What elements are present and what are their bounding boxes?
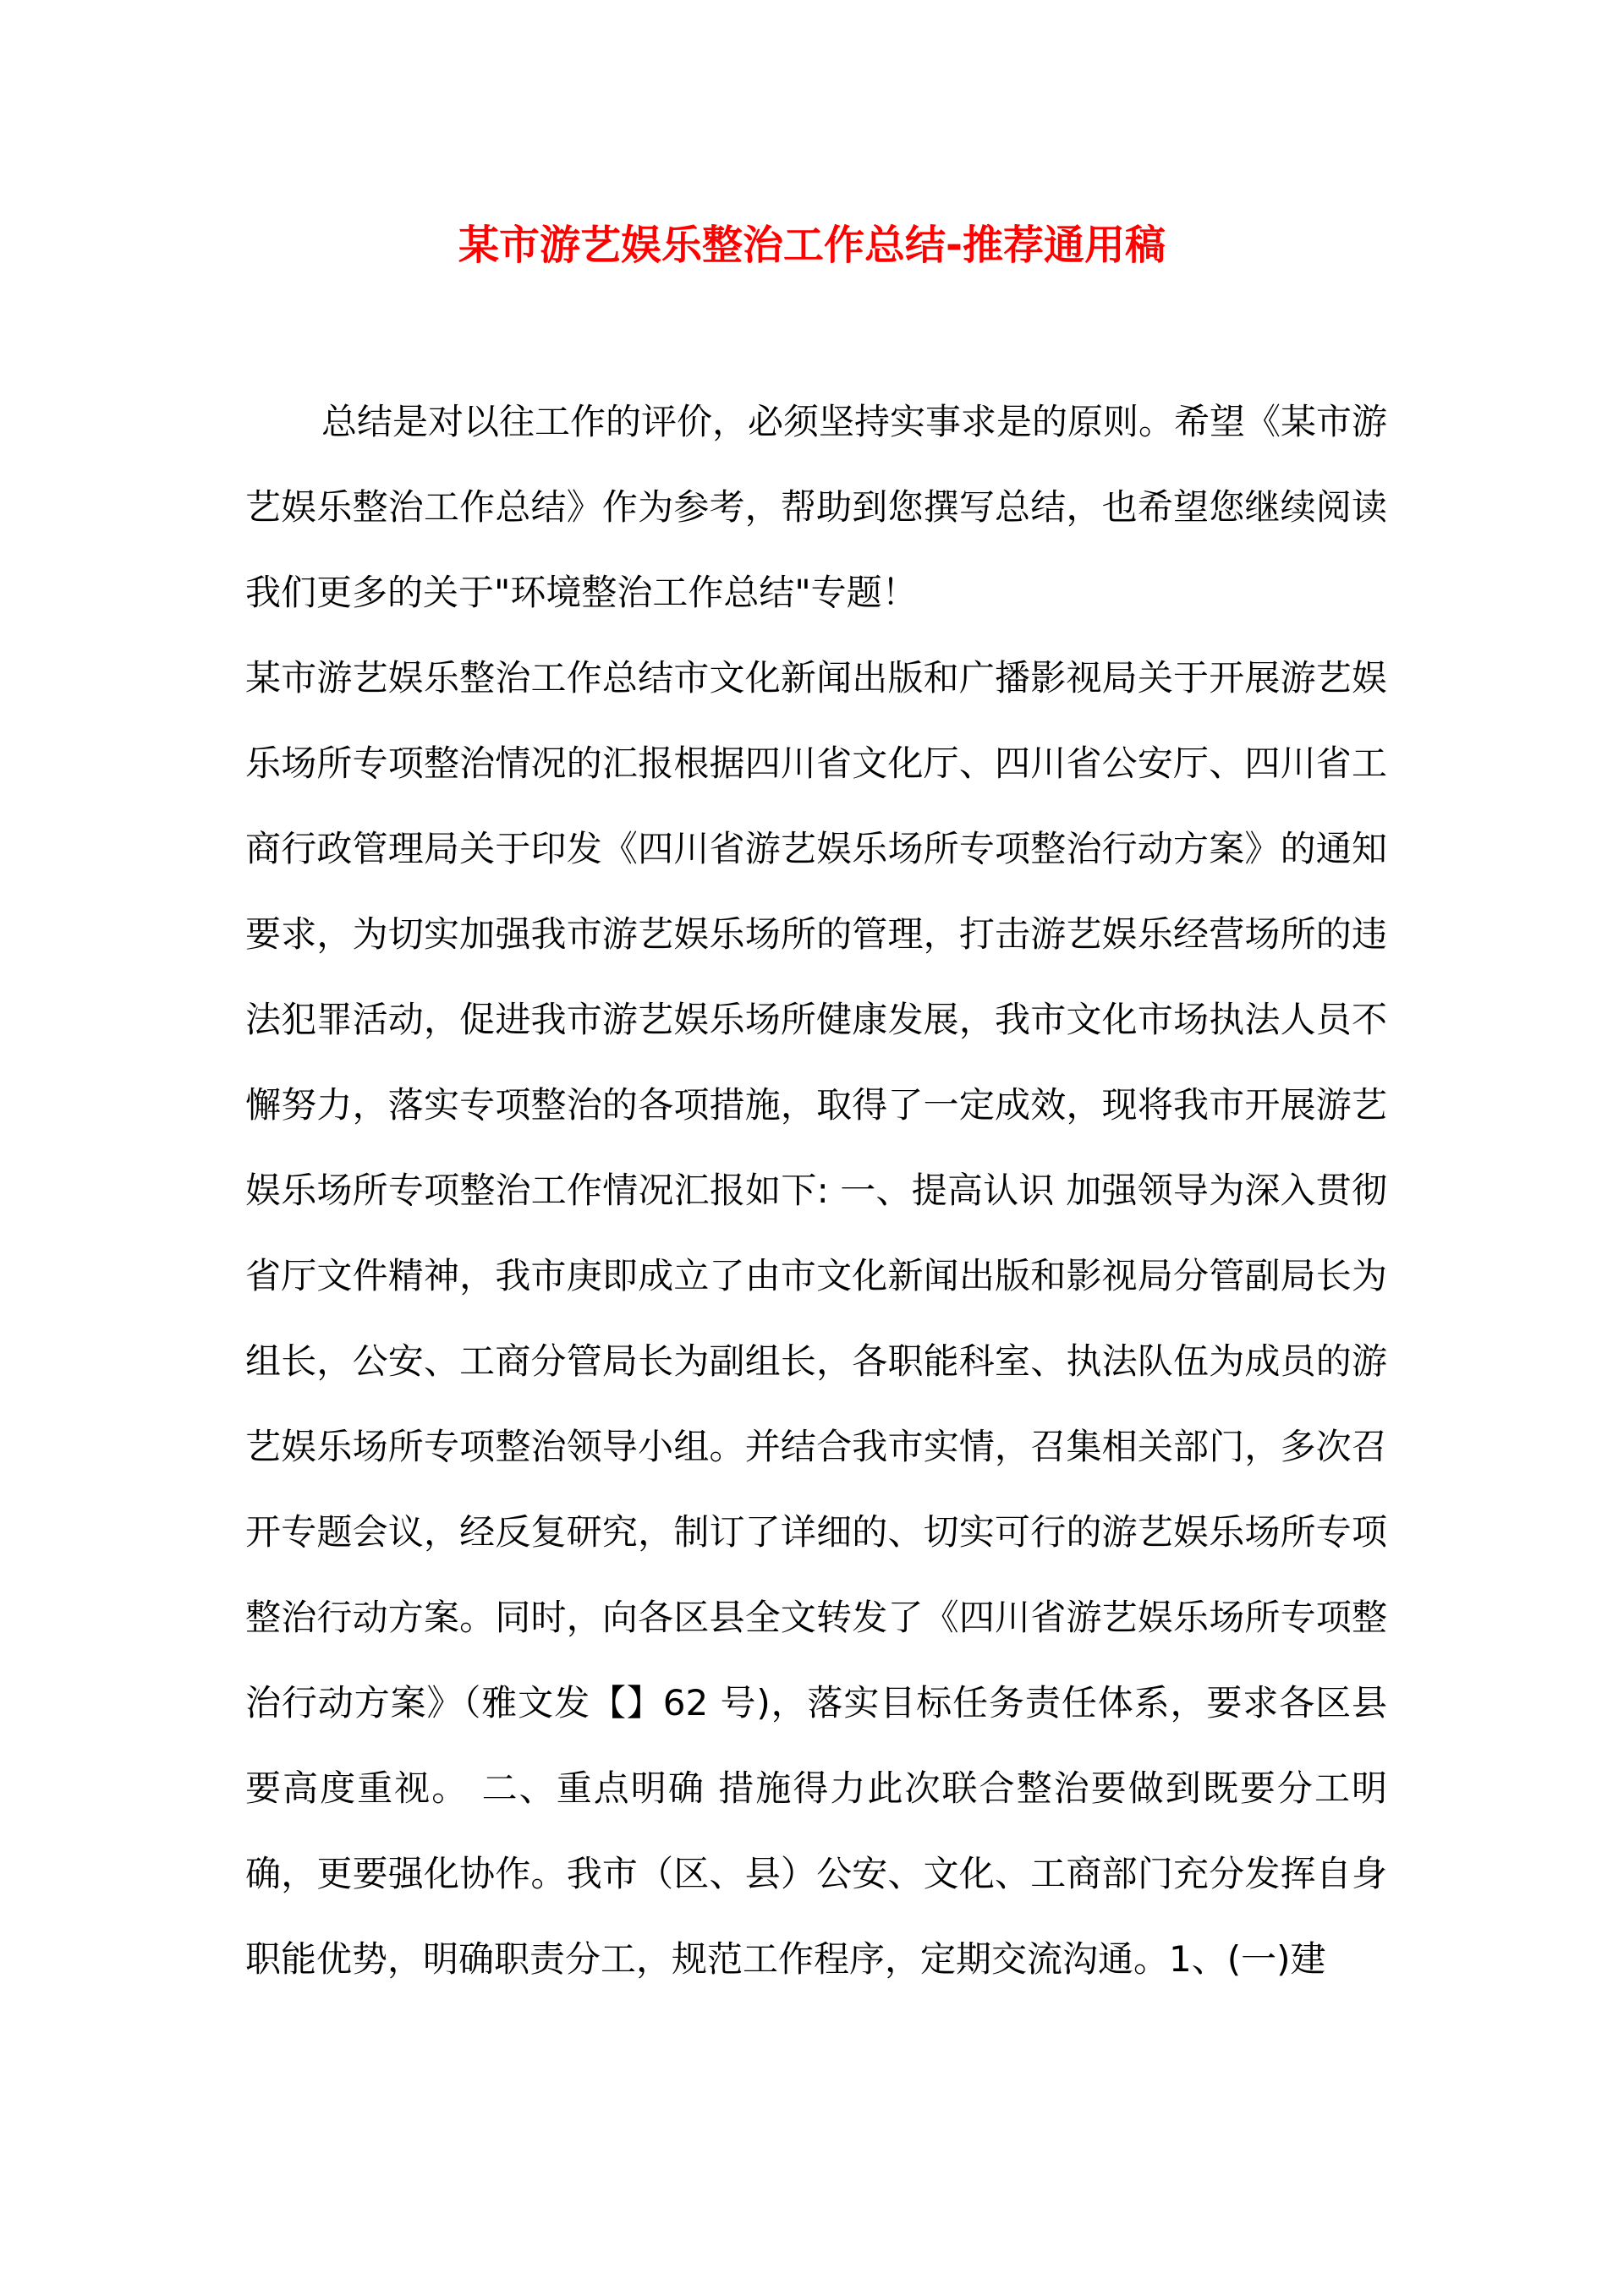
document-title: 某市游艺娱乐整治工作总结-推荐通用稿: [458, 222, 1166, 269]
document-body: [245, 379, 1387, 2002]
main-paragraph: 某市游艺娱乐整治工作总结市文化新闻出版和广播影视局关于开展游艺娱乐场所专项整治情况的汇报根据四川省文化厅、四川省公安厅、四川省工商行政管理局关于印发《四川省游艺娱乐场所专项整治行动方案》的通知要求，为切实加强我市游艺娱乐场所的管理，打击游艺娱乐经营场所的违法犯罪活动，促进我市游艺娱乐场所健康发展，我市文化市场执法人员不懈努力，落实专项整治的各项措施，取得了一定成效，现将我市开展游艺娱乐场所专项整治工作情况汇报如下: 一、提高认识 加强领导为深入贯彻省厅文件精神，我市庚即成立了由市文化新闻出版和影视局分管副局长为组长，公安、工商分管局长为副组长，各职能科室、执法队伍为成员的游艺娱乐场所专项整治领导小组。并结合我市实情，召集相关部门，多次召开专题会议，经反复研究，制订了详细的、切实可行的游艺娱乐场所专项整治行动方案。同时，向各区县全文转发了《四川省游艺娱乐场所专项整治行动方案》（雅文发【】62 号)，落实目标任务责任体系，要求各区县要高度重视。 二、重点明确 措施得力此次联合整治要做到既要分工明确，更要强化协作。我市（区、县）公安、文化、工商部门充分发挥自身职能优势，明确职责分工，规范工作程序，定期交流沟通。1、(一)建: [245, 657, 1387, 1980]
intro-paragraph: 总结是对以往工作的评价，必须坚持实事求是的原则。希望《某市游艺娱乐整治工作总结》作为参考，帮助到您撰写总结，也希望您继续阅读我们更多的关于"环境整治工作总结"专题！: [245, 401, 1388, 613]
